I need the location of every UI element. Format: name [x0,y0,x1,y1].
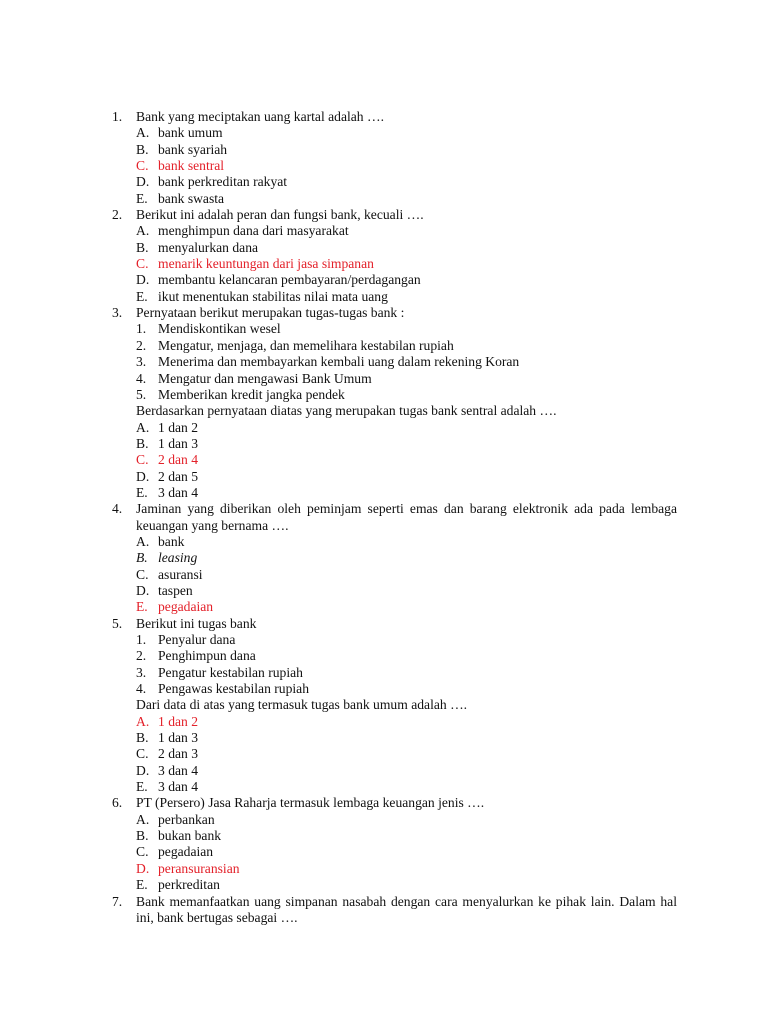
option-text: bank [158,533,185,549]
statement-number: 4. [136,681,147,697]
question-list [0,109,768,926]
option-text: asuransi [158,566,203,582]
answer-choice [0,125,768,141]
question-prompt [0,697,768,713]
question-text: PT (Persero) Jasa Raharja termasuk lembaga keuangan jenis …. [136,795,485,811]
statement-item [0,648,768,664]
option-text: leasing [158,550,198,566]
option-text: 1 dan 2 [158,713,199,729]
option-label: D. [136,860,150,876]
statement-number: 2. [136,337,147,353]
question-line [0,795,768,811]
prompt-text: Berdasarkan pernyataan diatas yang merupakan tugas bank sentral adalah …. [136,403,557,419]
statement-text: Penghimpun dana [158,648,256,664]
option-text: peransuransian [158,860,240,876]
option-label: B. [136,239,149,255]
option-text: ikut menentukan stabilitas nilai mata uang [158,288,388,304]
statement-text: Memberikan kredit jangka pendek [158,386,345,402]
answer-option [0,861,768,877]
option-label: E. [136,190,148,206]
answer-choice [0,223,768,239]
option-label: C. [136,158,149,174]
statement-number: 3. [136,664,147,680]
option-text: pegadaian [158,844,214,860]
option-text: 2 dan 5 [158,468,199,484]
option-label: B. [136,141,149,157]
option-label: D. [136,762,150,778]
prompt-text: Dari data di atas yang termasuk tugas bank umum adalah …. [136,697,468,713]
option-label: D. [136,582,150,598]
answer-choice [0,174,768,190]
question-text: Berikut ini tugas bank [136,615,257,631]
option-text: 2 dan 3 [158,746,199,762]
statement-number: 3. [136,354,147,370]
answer-choice [0,191,768,207]
question-number: 4. [112,501,123,517]
answer-choice [0,730,768,746]
answer-choice [0,436,768,452]
option-text: bank sentral [158,158,225,174]
answer-choice [0,272,768,288]
answer-option [0,599,768,615]
question-line [0,109,768,125]
option-label: A. [136,811,150,827]
option-text: 3 dan 4 [158,779,199,795]
question-number: 2. [112,207,123,223]
question-text: Pernyataan berikut merupakan tugas-tugas bank : [136,305,405,321]
answer-choice [0,550,768,566]
statement-text: Pengawas kestabilan rupiah [158,681,309,697]
option-text: perkreditan [158,877,220,893]
option-label: B. [136,730,149,746]
option-text: 1 dan 3 [158,730,199,746]
option-label: C. [136,256,149,272]
statement-text: Pengatur kestabilan rupiah [158,664,303,680]
option-text: 2 dan 4 [158,452,199,468]
option-text: membantu kelancaran pembayaran/perdagangan [158,272,421,288]
option-text: bank syariah [158,141,228,157]
option-label: E. [136,288,148,304]
question-number: 7. [112,893,123,909]
statement-text: Mendiskontikan wesel [158,321,281,337]
option-text: perbankan [158,811,215,827]
answer-choice [0,828,768,844]
answer-choice [0,877,768,893]
option-text: 3 dan 4 [158,484,199,500]
answer-option [0,452,768,468]
option-text: 3 dan 4 [158,762,199,778]
option-text: menyalurkan dana [158,239,259,255]
option-label: A. [136,419,150,435]
answer-choice [0,567,768,583]
answer-choice [0,289,768,305]
option-label: A. [136,533,150,549]
statement-item [0,321,768,337]
option-label: E. [136,877,148,893]
answer-choice [0,779,768,795]
answer-option [0,256,768,272]
answer-choice [0,844,768,860]
option-text: 1 dan 3 [158,435,199,451]
answer-choice [0,240,768,256]
question-number: 3. [112,305,123,321]
question-text: Jaminan yang diberikan oleh peminjam seperti emas dan barang elektronik ada pada lembaga [136,501,677,517]
option-label: B. [136,550,148,566]
question-text: Bank memanfaatkan uang simpanan nasabah dengan cara menyalurkan ke pihak lain. Dalam hal [136,893,677,909]
question-text: keuangan yang bernama …. [136,517,289,533]
answer-choice [0,420,768,436]
option-label: A. [136,713,150,729]
option-label: D. [136,468,150,484]
question-line [0,207,768,223]
option-text: taspen [158,582,193,598]
statement-text: Mengatur, menjaga, dan memelihara kestabilan rupiah [158,337,454,353]
statement-number: 2. [136,648,147,664]
answer-choice [0,469,768,485]
statement-text: Menerima dan membayarkan kembali uang dalam rekening Koran [158,354,520,370]
option-label: C. [136,746,149,762]
option-label: A. [136,125,150,141]
statement-number: 5. [136,386,147,402]
question-text: ini, bank bertugas sebagai …. [136,909,298,925]
option-label: C. [136,566,149,582]
statement-text: Mengatur dan mengawasi Bank Umum [158,370,372,386]
option-label: D. [136,174,150,190]
statement-item [0,371,768,387]
option-text: pegadaian [158,599,214,615]
question-prompt [0,403,768,419]
option-label: C. [136,452,149,468]
answer-choice [0,534,768,550]
answer-choice [0,763,768,779]
option-label: B. [136,435,149,451]
option-label: D. [136,272,150,288]
question-line [0,305,768,321]
statement-item [0,681,768,697]
question-line [0,616,768,632]
question-number: 1. [112,109,123,124]
statement-item [0,665,768,681]
option-text: bank perkreditan rakyat [158,174,288,190]
statement-number: 4. [136,370,147,386]
option-text: 1 dan 2 [158,419,199,435]
option-label: E. [136,599,148,615]
option-text: menarik keuntungan dari jasa simpanan [158,256,374,272]
question-number: 6. [112,795,123,811]
answer-choice [0,142,768,158]
answer-choice [0,812,768,828]
question-number: 5. [112,615,123,631]
option-label: A. [136,223,150,239]
question-text: Bank yang meciptakan uang kartal adalah …. [136,109,384,124]
option-text: bank umum [158,125,223,141]
statement-item [0,338,768,354]
question-text: Berikut ini adalah peran dan fungsi bank, kecuali …. [136,207,424,223]
option-text: menghimpun dana dari masyarakat [158,223,349,239]
statement-item [0,632,768,648]
option-label: C. [136,844,149,860]
question-line [0,518,768,534]
option-text: bukan bank [158,828,222,844]
answer-option [0,158,768,174]
statement-number: 1. [136,632,147,647]
statement-item [0,387,768,403]
answer-choice [0,746,768,762]
statement-item [0,354,768,370]
question-line [0,894,768,910]
answer-choice [0,485,768,501]
question-line [0,910,768,926]
statement-number: 1. [136,321,147,337]
option-text: bank swasta [158,190,225,206]
statement-text: Penyalur dana [158,632,236,647]
option-label: E. [136,779,148,795]
answer-choice [0,583,768,599]
answer-option [0,714,768,730]
question-line [0,501,768,517]
option-label: E. [136,484,148,500]
option-label: B. [136,828,149,844]
